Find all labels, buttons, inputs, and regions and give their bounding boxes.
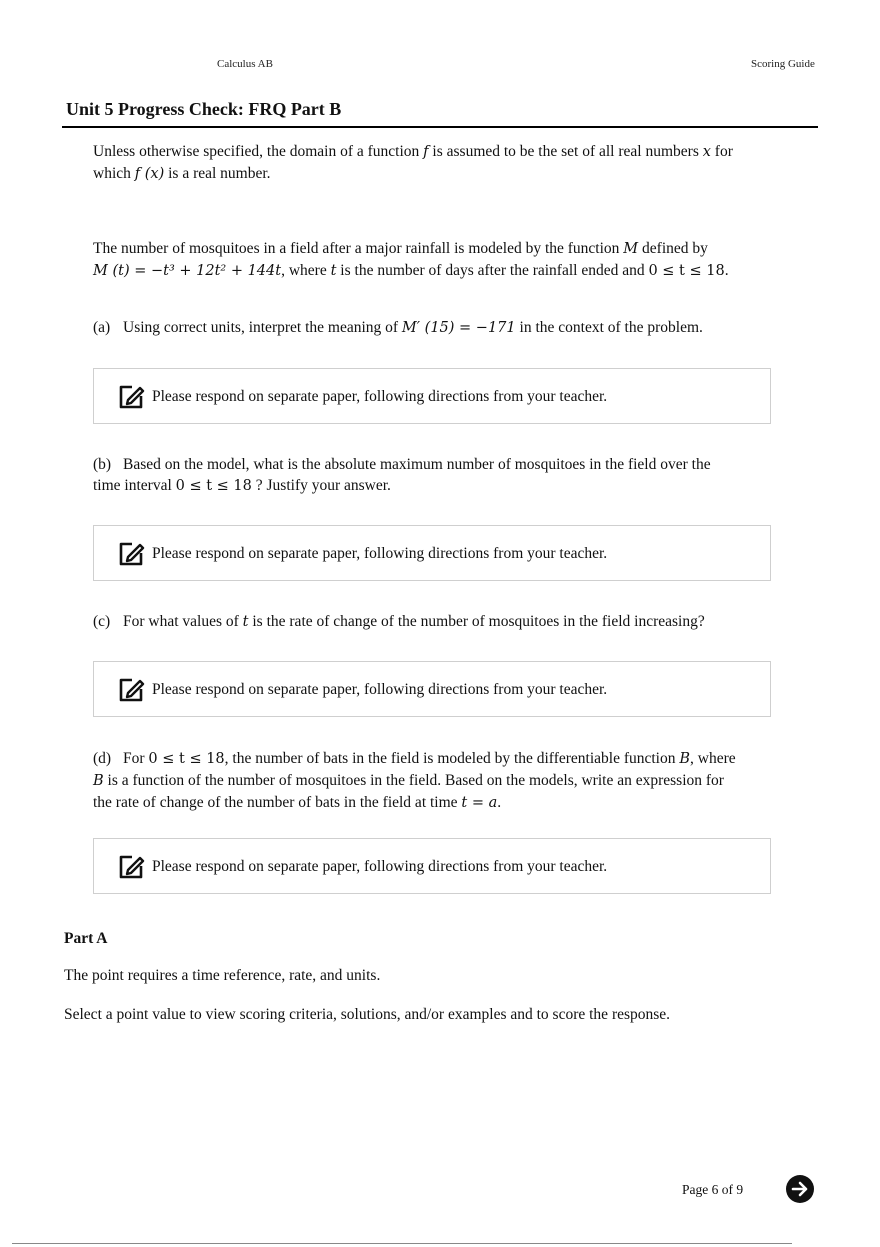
response-box-a[interactable] [93, 368, 771, 424]
response-box-b[interactable] [93, 525, 771, 581]
part-a-requirement: The point requires a time reference, rate, and units. [64, 967, 381, 984]
intro-paragraph: Unless otherwise specified, the domain of a function f is assumed to be the set of all real numbers x for which f (x) is a real number. [93, 143, 733, 182]
page-title: Unit 5 Progress Check: FRQ Part B [66, 99, 342, 119]
next-page-button[interactable] [786, 1175, 814, 1203]
response-prompt: Please respond on separate paper, following directions from your teacher. [152, 545, 608, 562]
question-a: (a) Using correct units, interpret the meaning of M′ (15) = −171 in the context of the problem. [93, 319, 703, 336]
response-prompt: Please respond on separate paper, following directions from your teacher. [152, 681, 608, 698]
page-number: Page 6 of 9 [682, 1182, 744, 1197]
response-prompt: Please respond on separate paper, following directions from your teacher. [152, 858, 608, 875]
part-a-heading: Part A [64, 930, 108, 947]
guide-label: Scoring Guide [751, 58, 815, 70]
part-a-instructions: Select a point value to view scoring criteria, solutions, and/or examples and to score the response. [64, 1006, 671, 1023]
title-divider [62, 126, 818, 128]
response-box-d[interactable] [93, 838, 771, 894]
course-name: Calculus AB [217, 58, 273, 70]
question-c: (c) For what values of t is the rate of change of the number of mosquitoes in the field increasing? [93, 613, 705, 630]
edit-note-icon [116, 852, 146, 882]
edit-note-icon [116, 675, 146, 705]
question-d: (d) For 0 ≤ t ≤ 18, the number of bats in the field is modeled by the differentiable function B, where B is a function of the number of mosquitoes in the field. Based on the models, write an expression for the rate of change of the number of bats in the field at time t = a. [93, 750, 736, 811]
question-b: (b) Based on the model, what is the absolute maximum number of mosquitoes in the field over the time interval 0 ≤ t ≤ 18 ? Justify your answer. [93, 456, 711, 494]
arrow-right-circle-icon [786, 1175, 814, 1203]
response-prompt: Please respond on separate paper, following directions from your teacher. [152, 388, 608, 405]
edit-note-icon [116, 382, 146, 412]
response-box-c[interactable] [93, 661, 771, 717]
edit-note-icon [116, 539, 146, 569]
bottom-divider [12, 1243, 792, 1244]
problem-statement: The number of mosquitoes in a field after a major rainfall is modeled by the function M defined by M (t) = −t³ + 12t² + 144t, where t is the number of days after the rainfall ended and 0 ≤ t ≤ 18. [93, 240, 729, 279]
